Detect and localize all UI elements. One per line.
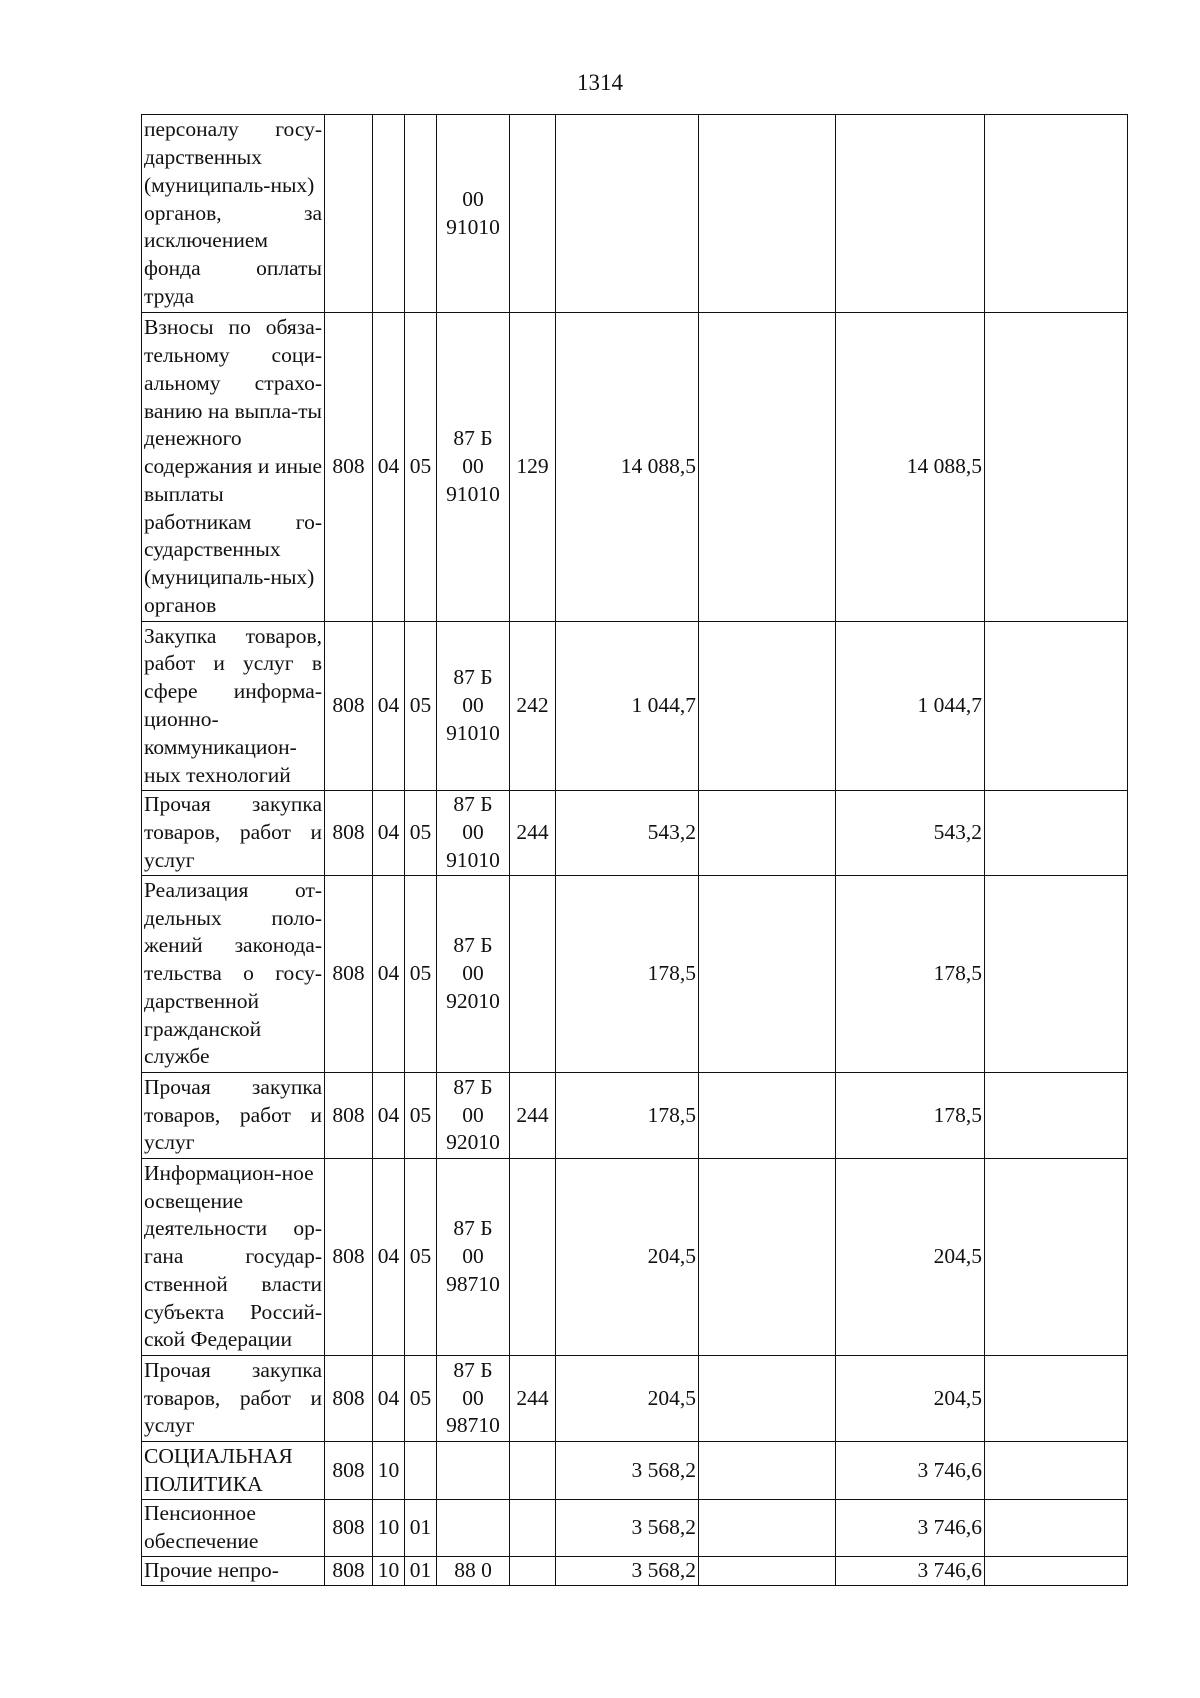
target-article-cell: 87 Б 00 91010: [437, 791, 510, 876]
subsection-code-cell: 05: [405, 622, 437, 791]
row-name-cell: СОЦИАЛЬНАЯ ПОЛИТИКА: [142, 1442, 325, 1500]
expense-type-cell: [510, 115, 556, 313]
admin-code-cell: 808: [325, 1159, 373, 1356]
table-row: [142, 1442, 1128, 1500]
section-code-cell: [373, 115, 405, 313]
amount-cell-1: 204,5: [556, 1159, 699, 1356]
expense-type-cell: 244: [510, 1356, 556, 1442]
amount-cell-3: [836, 115, 985, 313]
amount-cell-2: [699, 1500, 836, 1557]
amount-cell-4: [985, 622, 1128, 791]
table-row: [142, 622, 1128, 791]
row-name-cell: Прочая закупка товаров, работ и услуг: [142, 1356, 325, 1442]
table-row: [142, 115, 1128, 313]
amount-cell-3: 3 746,6: [836, 1442, 985, 1500]
subsection-code-cell: 01: [405, 1500, 437, 1557]
table-row: [142, 1356, 1128, 1442]
target-article-cell: 87 Б 00 92010: [437, 876, 510, 1073]
admin-code-cell: 808: [325, 1442, 373, 1500]
section-code-cell: 04: [373, 1073, 405, 1159]
amount-cell-4: [985, 1159, 1128, 1356]
amount-cell-3: 204,5: [836, 1356, 985, 1442]
admin-code-cell: 808: [325, 876, 373, 1073]
amount-cell-1: [556, 115, 699, 313]
subsection-code-cell: [405, 115, 437, 313]
expense-type-cell: [510, 1159, 556, 1356]
expense-type-cell: [510, 1442, 556, 1500]
row-name-cell: Прочие непро-: [142, 1557, 325, 1586]
amount-cell-3: 1 044,7: [836, 622, 985, 791]
amount-cell-1: 204,5: [556, 1356, 699, 1442]
admin-code-cell: 808: [325, 313, 373, 622]
table-row: [142, 791, 1128, 876]
section-code-cell: 04: [373, 876, 405, 1073]
table-row: [142, 313, 1128, 622]
subsection-code-cell: 05: [405, 1159, 437, 1356]
amount-cell-1: 543,2: [556, 791, 699, 876]
section-code-cell: 04: [373, 313, 405, 622]
amount-cell-4: [985, 115, 1128, 313]
target-article-cell: 87 Б 00 92010: [437, 1073, 510, 1159]
admin-code-cell: 808: [325, 1073, 373, 1159]
amount-cell-2: [699, 1557, 836, 1586]
row-name-cell: Закупка товаров, работ и услуг в сфере информа-ционно-коммуникацион-ных технологий: [142, 622, 325, 791]
expense-type-cell: [510, 1557, 556, 1586]
subsection-code-cell: 05: [405, 313, 437, 622]
row-name-cell: Взносы по обяза-тельному соци-альному страхо-ванию на выпла-ты денежного содержания и иные выплаты работникам го-сударственных (муниципаль-ных) органов: [142, 313, 325, 622]
target-article-cell: 87 Б 00 98710: [437, 1356, 510, 1442]
target-article-cell: [437, 1442, 510, 1500]
section-code-cell: 04: [373, 1356, 405, 1442]
section-code-cell: 04: [373, 791, 405, 876]
budget-table: [141, 114, 1128, 1586]
row-name-cell: персоналу госу-дарственных (муниципаль-ных) органов, за исключением фонда оплаты труда: [142, 115, 325, 313]
amount-cell-3: 178,5: [836, 876, 985, 1073]
amount-cell-2: [699, 791, 836, 876]
amount-cell-2: [699, 313, 836, 622]
expense-type-cell: [510, 1500, 556, 1557]
subsection-code-cell: 05: [405, 791, 437, 876]
amount-cell-3: 543,2: [836, 791, 985, 876]
admin-code-cell: 808: [325, 622, 373, 791]
amount-cell-1: 3 568,2: [556, 1557, 699, 1586]
admin-code-cell: 808: [325, 791, 373, 876]
amount-cell-2: [699, 622, 836, 791]
amount-cell-1: 178,5: [556, 876, 699, 1073]
expense-type-cell: 244: [510, 791, 556, 876]
amount-cell-4: [985, 1442, 1128, 1500]
amount-cell-4: [985, 1500, 1128, 1557]
row-name-cell: Пенсионное обеспечение: [142, 1500, 325, 1557]
amount-cell-3: 178,5: [836, 1073, 985, 1159]
table-row: [142, 876, 1128, 1073]
target-article-cell: [437, 1500, 510, 1557]
section-code-cell: 10: [373, 1500, 405, 1557]
amount-cell-1: 3 568,2: [556, 1442, 699, 1500]
target-article-cell: 00 91010: [437, 115, 510, 313]
section-code-cell: 04: [373, 622, 405, 791]
subsection-code-cell: [405, 1442, 437, 1500]
section-code-cell: 04: [373, 1159, 405, 1356]
table-row: [142, 1500, 1128, 1557]
row-name-cell: Прочая закупка товаров, работ и услуг: [142, 1073, 325, 1159]
amount-cell-2: [699, 876, 836, 1073]
target-article-cell: 88 0: [437, 1557, 510, 1586]
page-number: 1314: [577, 70, 623, 95]
expense-type-cell: [510, 876, 556, 1073]
subsection-code-cell: 05: [405, 1073, 437, 1159]
subsection-code-cell: 01: [405, 1557, 437, 1586]
amount-cell-1: 3 568,2: [556, 1500, 699, 1557]
admin-code-cell: 808: [325, 1500, 373, 1557]
expense-type-cell: 129: [510, 313, 556, 622]
amount-cell-3: 3 746,6: [836, 1557, 985, 1586]
expense-type-cell: 242: [510, 622, 556, 791]
amount-cell-2: [699, 1159, 836, 1356]
amount-cell-2: [699, 1442, 836, 1500]
amount-cell-3: 204,5: [836, 1159, 985, 1356]
table-row: [142, 1557, 1128, 1586]
amount-cell-4: [985, 1356, 1128, 1442]
expense-type-cell: 244: [510, 1073, 556, 1159]
admin-code-cell: 808: [325, 1557, 373, 1586]
section-code-cell: 10: [373, 1557, 405, 1586]
target-article-cell: 87 Б 00 98710: [437, 1159, 510, 1356]
amount-cell-2: [699, 1073, 836, 1159]
amount-cell-3: 3 746,6: [836, 1500, 985, 1557]
row-name-cell: Реализация от-дельных поло-жений законода-тельства о госу-дарственной гражданской службе: [142, 876, 325, 1073]
amount-cell-4: [985, 1557, 1128, 1586]
amount-cell-1: 14 088,5: [556, 313, 699, 622]
target-article-cell: 87 Б 00 91010: [437, 622, 510, 791]
admin-code-cell: 808: [325, 1356, 373, 1442]
amount-cell-3: 14 088,5: [836, 313, 985, 622]
amount-cell-2: [699, 115, 836, 313]
subsection-code-cell: 05: [405, 1356, 437, 1442]
table-row: [142, 1073, 1128, 1159]
target-article-cell: 87 Б 00 91010: [437, 313, 510, 622]
row-name-cell: Информацион-ное освещение деятельности ор-гана государ-ственной власти субъекта Россий-ской Федерации: [142, 1159, 325, 1356]
amount-cell-4: [985, 876, 1128, 1073]
row-name-cell: Прочая закупка товаров, работ и услуг: [142, 791, 325, 876]
section-code-cell: 10: [373, 1442, 405, 1500]
amount-cell-4: [985, 313, 1128, 622]
amount-cell-4: [985, 1073, 1128, 1159]
table-row: [142, 1159, 1128, 1356]
amount-cell-1: 1 044,7: [556, 622, 699, 791]
subsection-code-cell: 05: [405, 876, 437, 1073]
amount-cell-2: [699, 1356, 836, 1442]
amount-cell-4: [985, 791, 1128, 876]
amount-cell-1: 178,5: [556, 1073, 699, 1159]
admin-code-cell: [325, 115, 373, 313]
